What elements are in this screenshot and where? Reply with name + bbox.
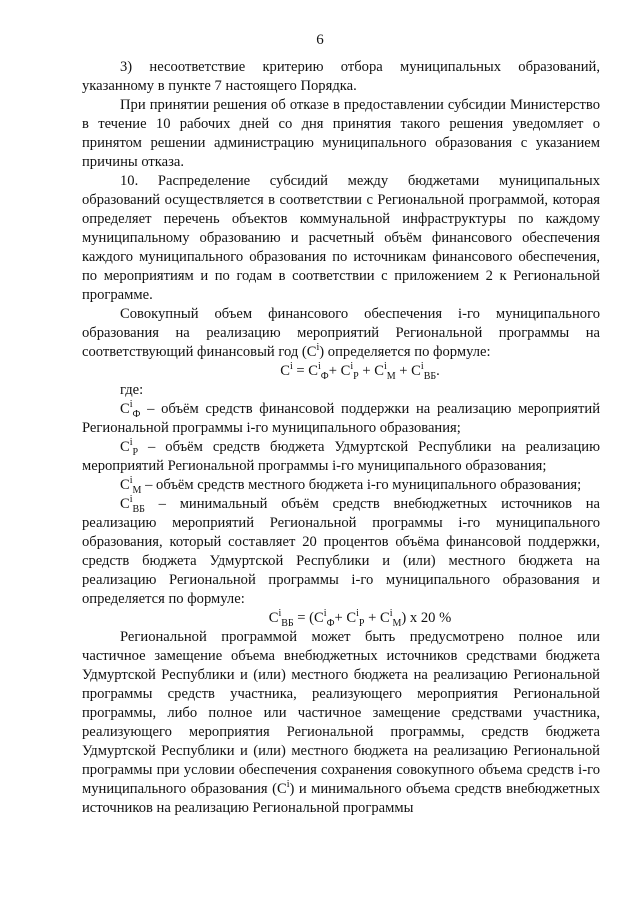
paragraph-replacement <box>82 628 600 818</box>
paragraph-refusal-notice: При принятии решения об отказе в предоставлении субсидии Министерство в течение 10 рабочих дней со дня принятия такого решения уведомляет о принятом решении администрацию муниципального образования с указанием причины отказа. <box>82 97 600 170</box>
total-financing-text: Совокупный объем финансового обеспечения i-го муниципального образования на реализацию мероприятий Региональной программы на соответствующий финансовый год ( <box>82 306 600 360</box>
paragraph-total-financing <box>82 305 600 362</box>
total-financing-text-end: ) определяется по формуле: <box>319 344 491 360</box>
replacement-text-end: ) и минимального объема средств внебюджетных источников на реализацию Региональной программы <box>82 781 601 816</box>
definition-cf: $C^i_Ф$ – объём средств финансовой поддержки на реализацию мероприятий Региональной программы i-го муниципального образования; <box>82 399 600 436</box>
symbol-ci: $C^i$ <box>306 342 320 360</box>
page-number: 6 <box>316 32 324 48</box>
definition-cr: $C^i_Р$ – объём средств бюджета Удмуртской Республики на реализацию мероприятий Региональной программы i-го муниципального образования; <box>82 437 600 474</box>
paragraph-item-3: 3) несоответствие критерию отбора муниципальных образований, указанному в пункте 7 настоящего Порядка. <box>82 59 600 94</box>
paragraph-10-distribution: 10. Распределение субсидий между бюджетами муниципальных образований осуществляется в соответствии с Региональной программой, которая определяет перечень объектов коммунальной инфраструктуры по каждому муниципальному образованию и расчетный объём финансового обеспечения каждого муниципального образования по источникам финансового обеспечения, по мероприятиям и по годам в соответствии с приложением 2 к Региональной программе. <box>82 173 600 303</box>
document-body <box>82 58 600 818</box>
definition-cvb: $C^i_{ВБ}$ – минимальный объём средств внебюджетных источников на реализацию мероприятий Региональной программы i-го муниципального образования, который составляет 20 процентов объёма финансовой поддержки, средств бюджета Удмуртской Республики и (или) местного бюджета на реализацию Региональной программы i-го муниципального образования и определяется по формуле: <box>82 494 600 607</box>
where-label: где: <box>120 382 144 398</box>
definition-cm: $C^i_М$ – объём средств местного бюджета i-го муниципального образования; <box>120 475 582 496</box>
formula-extrabudgetary: $C^i_{ВБ} = (C^i_Ф+ C^i_Р + C^i_М)$ х 20 % <box>268 608 452 629</box>
formula-total: $C^i = C^i_Ф+ C^i_Р + C^i_М + C^i_{ВБ}$. <box>280 361 440 382</box>
symbol-ci-2: $C^i$ <box>276 779 290 797</box>
replacement-text: Региональной программой может быть предусмотрено полное или частичное замещение объема внебюджетных источников средствами бюджета Удмуртской Республики и (или) местного бюджета на реализацию Региональной программы средств участника, реализующего мероприятия Региональной программы, либо полное или частичное замещение средствами участника, реализующего мероприятия Региональной программы, средств бюджета Удмуртской Республики и (или) местного бюджета на реализацию Региональной программы при условии обеспечения сохранения совокупного объема средств i-го муниципального образования ( <box>82 629 600 797</box>
